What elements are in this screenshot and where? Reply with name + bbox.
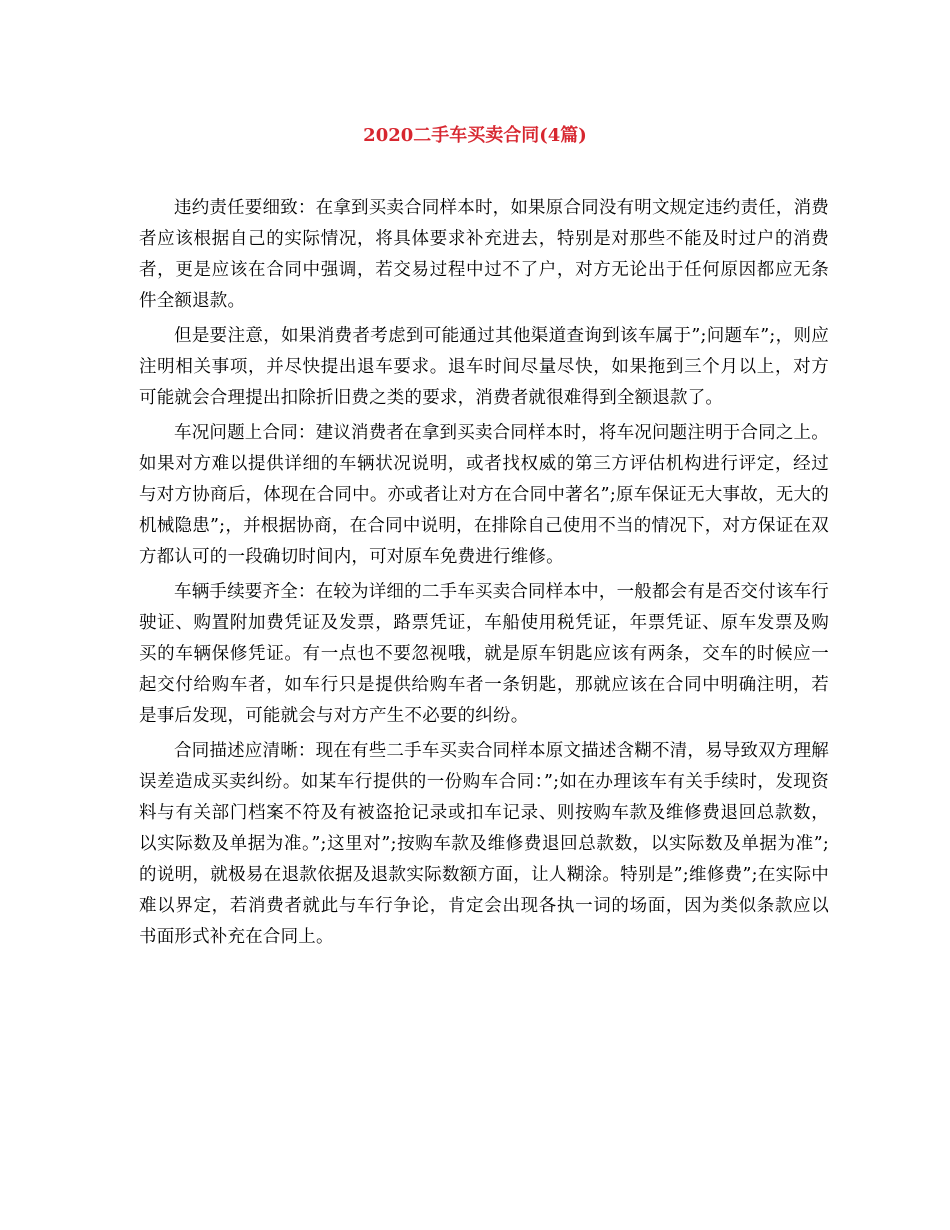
paragraph-problem-car: 但是要注意，如果消费者考虑到可能通过其他渠道查询到该车属于”;问题车”;，则应注明相关事项，并尽快提出退车要求。退车时间尽量尽快，如果拖到三个月以上，对方可能就会合理提出扣除折旧费之类的要求，消费者就很难得到全额退款了。 [139,326,829,408]
paragraph-vehicle-documents: 车辆手续要齐全：在较为详细的二手车买卖合同样本中，一般都会有是否交付该车行驶证、购置附加费凭证及发票，路票凭证，车船使用税凭证，年票凭证、原车发票及购买的车辆保修凭证。有一点也不要忽视哦，就是原车钥匙应该有两条，交车的时候应一起交付给购车者，如车行只是提供给购车者一条钥匙，那就应该在合同中明确注明，若是事后发现，可能就会与对方产生不必要的纠纷。 [139,582,829,726]
document-body [139,193,829,957]
paragraph-car-condition: 车况问题上合同：建议消费者在拿到买卖合同样本时，将车况问题注明于合同之上。如果对方难以提供详细的车辆状况说明，或者找权威的第三方评估机构进行评定，经过与对方协商后，体现在合同中。亦或者让对方在合同中著名”;原车保证无大事故，无大的机械隐患”;，并根据协商，在合同中说明，在排除自己使用不当的情况下，对方保证在双方都认可的一段确切时间内，可对原车免费进行维修。 [139,423,829,567]
paragraph-liability: 违约责任要细致：在拿到买卖合同样本时，如果原合同没有明文规定违约责任，消费者应该根据自己的实际情况，将具体要求补充进去，特别是对那些不能及时过户的消费者，更是应该在合同中强调，若交易过程中过不了户，对方无论出于任何原因都应无条件全额退款。 [139,198,829,311]
document-title: 2020二手车买卖合同(4篇) [363,125,587,146]
paragraph-clear-description: 合同描述应清晰：现在有些二手车买卖合同样本原文描述含糊不清，易导致双方理解误差造成买卖纠纷。如某车行提供的一份购车合同：”;如在办理该车有关手续时，发现资料与有关部门档案不符及有被盗抢记录或扣车记录、则按购车款及维修费退回总款数，以实际数及单据为准。”;这里对”;按购车款及维修费退回总款数，以实际数及单据为准”;的说明，就极易在退款依据及退款实际数额方面，让人糊涂。特别是”;维修费”;在实际中难以界定，若消费者就此与车行争论，肯定会出现各执一词的场面，因为类似条款应以书面形式补充在合同上。 [139,741,829,947]
